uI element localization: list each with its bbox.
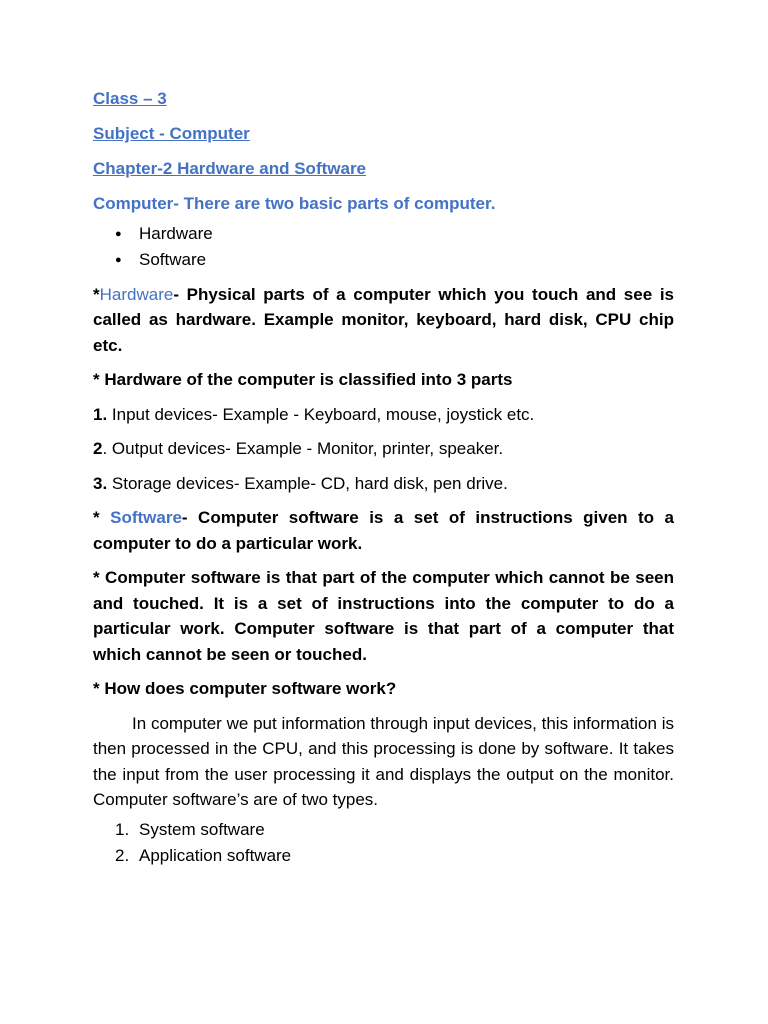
bullet-icon: ● <box>115 253 122 266</box>
hardware-part-input <box>93 402 674 428</box>
software-term: Software <box>110 508 182 527</box>
software-text: - Computer software is a set of instructions given to a computer to do a particular work. <box>93 508 675 553</box>
parts-list <box>93 221 674 273</box>
hardware-part-output <box>93 436 674 462</box>
list-number: 2. <box>115 845 130 865</box>
part-text: Storage devices- Example- CD, hard disk, pen drive. <box>107 473 508 493</box>
software-question: * How does computer software work? <box>93 679 397 698</box>
hardware-classified: * Hardware of the computer is classified into 3 parts <box>93 370 513 389</box>
hardware-star: * <box>93 284 100 304</box>
software-types-list <box>93 817 674 869</box>
hardware-part-storage <box>93 471 674 497</box>
chapter-heading <box>93 156 674 182</box>
subject-heading <box>93 121 674 147</box>
class-label: Class – 3 <box>93 89 167 108</box>
class-heading <box>93 86 674 112</box>
list-number: 1. <box>115 819 130 839</box>
part-text: Input devices- Example - Keyboard, mouse, joystick etc. <box>107 404 535 424</box>
software-explanation: In computer we put information through input devices, this information is then processed in the CPU, and this processing is done by software. It takes the input from the user processing it and displays the output on the monitor. Computer software’s are of two types. <box>93 713 674 809</box>
intro-lead: Computer- There are two basic parts of computer. <box>93 194 496 213</box>
part-label: Hardware <box>139 223 213 243</box>
subject-label: Subject - Computer <box>93 124 250 143</box>
part-text: . Output devices- Example - Monitor, printer, speaker. <box>102 439 504 458</box>
part-number: 1. <box>93 404 108 424</box>
software-note: * Computer software is that part of the computer which cannot be seen and touched. It is a set of instructions into the computer to do a particular work. Computer software is that part of a computer that which cannot be seen or touched. <box>93 568 674 664</box>
software-type-label: Application software <box>139 845 292 865</box>
list-item <box>93 221 674 247</box>
part-number: 2 <box>93 439 103 458</box>
hardware-text: - Physical parts of a computer which you touch and see is called as hardware. Example monitor, keyboard, hard disk, CPU chip etc. <box>93 284 674 355</box>
part-label: Software <box>139 249 207 269</box>
software-star: * <box>93 508 111 527</box>
hardware-definition <box>93 282 674 359</box>
list-item <box>93 843 674 869</box>
chapter-label: Chapter-2 Hardware and Software <box>93 159 367 178</box>
list-item <box>93 817 674 843</box>
software-type-label: System software <box>139 819 265 839</box>
software-definition <box>93 505 674 556</box>
bullet-icon: ● <box>115 227 122 240</box>
hardware-term: Hardware <box>99 284 174 304</box>
part-number: 3. <box>93 473 108 493</box>
list-item <box>93 247 674 273</box>
